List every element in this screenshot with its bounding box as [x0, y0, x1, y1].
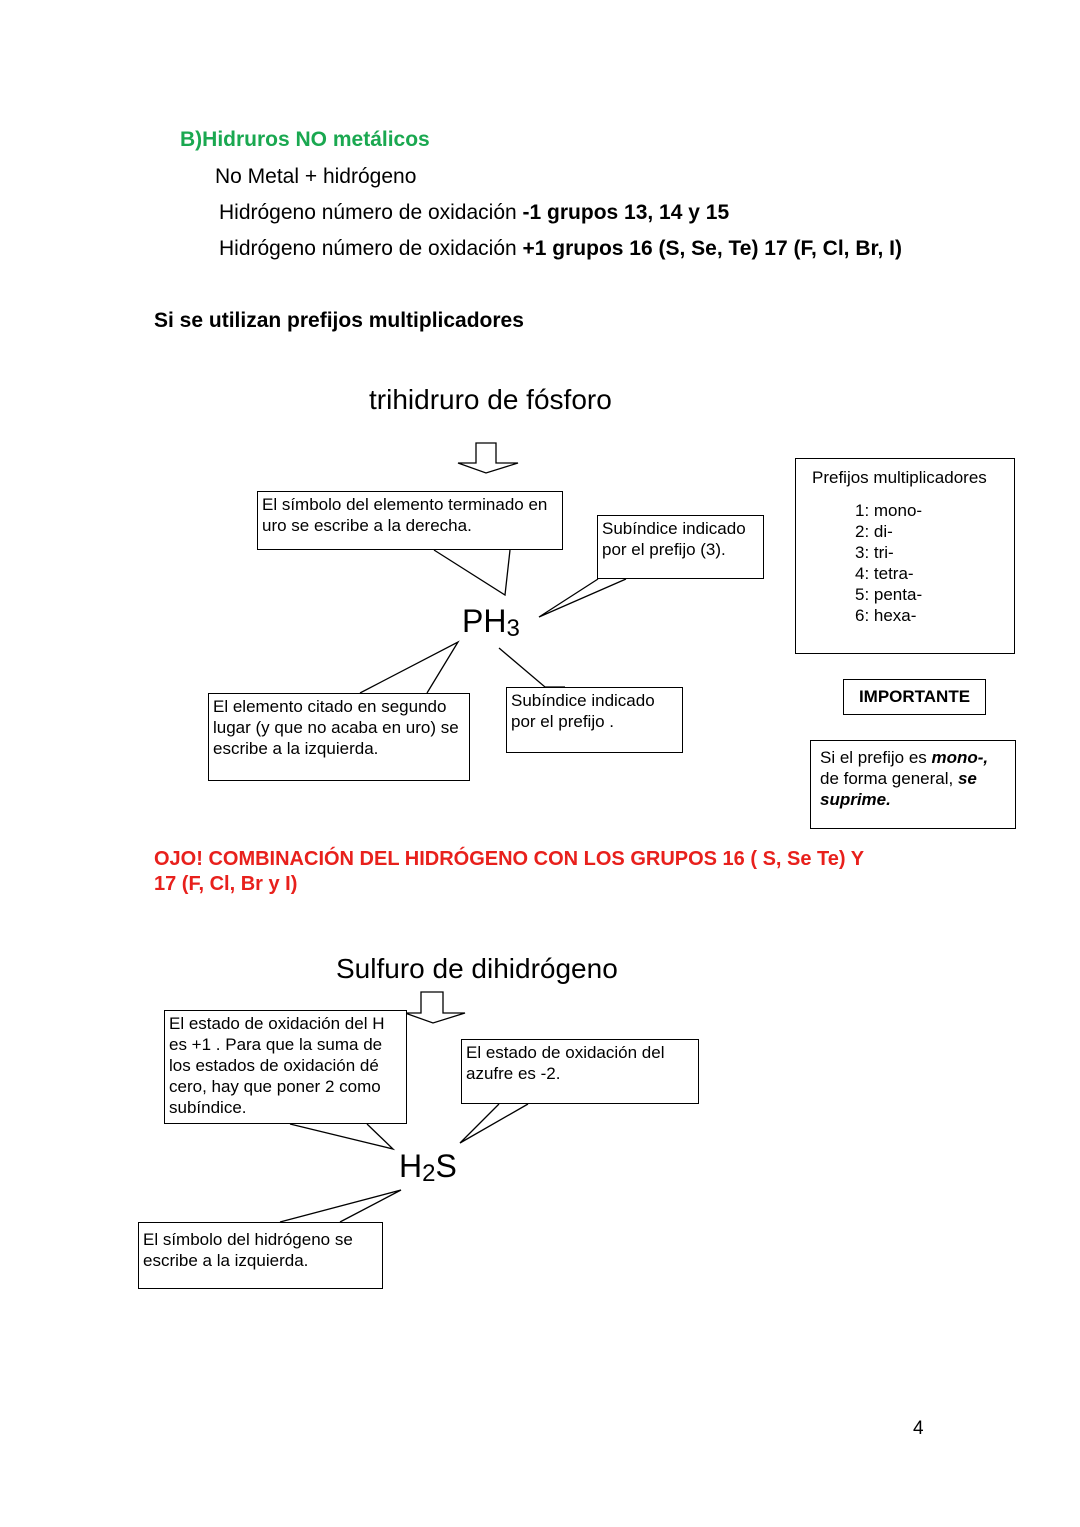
list-item: 1: mono-: [855, 501, 923, 520]
list-item: 3: tri-: [855, 543, 894, 562]
callout-subindex-3: Subíndice indicado por el prefijo (3).: [597, 515, 764, 579]
callout-pointer-1: [434, 550, 510, 595]
example1-name: trihidruro de fósforo: [369, 384, 612, 415]
warning-text: OJO! COMBINACIÓN DEL HIDRÓGENO CON LOS GRUPOS 16 ( S, Se Te) Y 17 (F, Cl, Br y I): [154, 848, 865, 895]
callout-pointer-3: [360, 642, 458, 693]
prefix-box: [795, 458, 1015, 654]
prefix-box-title: Prefijos multiplicadores: [812, 468, 987, 487]
down-arrow-icon: [405, 992, 465, 1023]
prefix-list: [855, 500, 1002, 626]
section-title: Hidruros NO metálicos: [202, 128, 430, 151]
callout-element-left: El elemento citado en segundo lugar (y que no acaba en uro) se escribe a la izquierda.: [208, 693, 470, 781]
oxidation-line-2: Hidrógeno número de oxidación +1 grupos 16 (S, Se, Te) 17 (F, Cl, Br, I): [219, 237, 902, 260]
list-item: 4: tetra-: [855, 564, 914, 583]
section-heading: [180, 128, 430, 152]
down-arrow-icon: [458, 443, 518, 473]
example2-name: Sulfuro de dihidrógeno: [336, 953, 618, 984]
definition-line: No Metal + hidrógeno: [215, 165, 417, 188]
list-item: 2: di-: [855, 522, 893, 541]
formula-h2s: $H_2S$: [399, 1148, 457, 1187]
callout-pointer-2: [539, 579, 626, 617]
formula-ph3: $PH_3$: [462, 603, 520, 642]
list-item: 5: penta-: [855, 585, 923, 604]
callout-pointer-7: [280, 1190, 401, 1222]
callout-hydrogen-left: El símbolo del hidrógeno se escribe a la izquierda.: [138, 1222, 383, 1289]
callout-subindex: Subíndice indicado por el prefijo .: [506, 687, 683, 753]
section-letter: B): [180, 128, 203, 151]
callout-pointer-6: [460, 1104, 528, 1143]
callout-oxidation-s: El estado de oxidación del azufre es -2.: [461, 1039, 699, 1104]
important-label: IMPORTANTE: [843, 679, 986, 715]
callout-pointer-4: [499, 648, 565, 687]
important-note: Si el prefijo es mono-, de forma general, se suprime.: [810, 740, 1016, 829]
callout-pointer-5: [290, 1124, 393, 1149]
callout-symbol-right: El símbolo del elemento terminado en uro se escribe a la derecha.: [257, 491, 563, 550]
prefix-heading: Si se utilizan prefijos multiplicadores: [154, 309, 524, 332]
page-number: 4: [913, 1418, 924, 1439]
callout-oxidation-h: El estado de oxidación del H es +1 . Para que la suma de los estados de oxidación dé cero, hay que poner 2 como subíndice.: [164, 1010, 407, 1124]
oxidation-line-1: Hidrógeno número de oxidación -1 grupos 13, 14 y 15: [219, 201, 730, 224]
list-item: 6: hexa-: [855, 606, 917, 625]
